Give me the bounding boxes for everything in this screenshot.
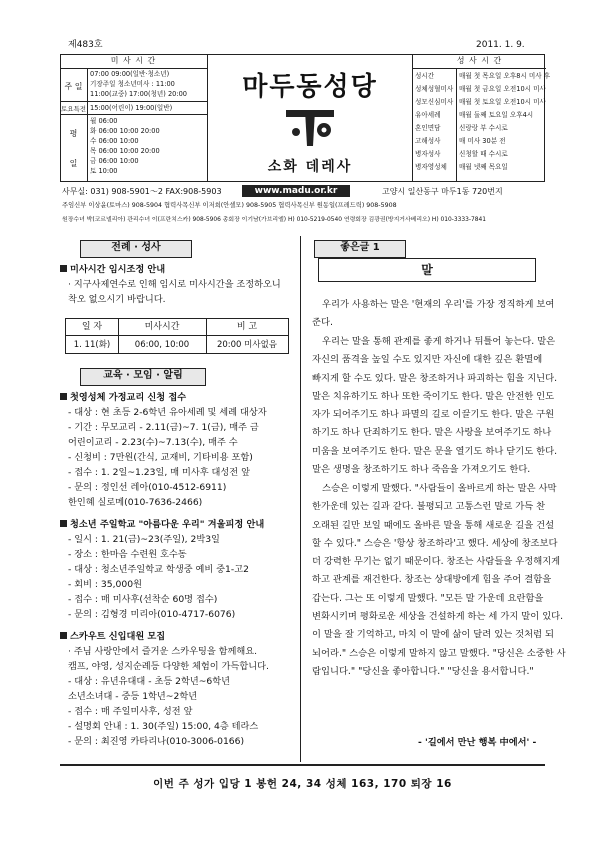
section-good-writing-header: 좋은글 1 — [314, 240, 406, 258]
notice-line: 한인혜 실로메(010-7636-2466) — [68, 497, 203, 508]
section-education-header: 교육 · 모임 · 알림 — [80, 368, 206, 386]
notice-line: - 문의 : 김형경 미리아(010-4717-6076) — [68, 609, 236, 620]
sacrament-row: 유아세례 매월 둘째 토요일 오후4시 — [415, 111, 534, 119]
saturday-line: 15:00(어린이) 19:00(일반) — [90, 104, 173, 112]
mass-change-table — [65, 318, 289, 354]
sacrament-row: 병자성사 신청할 때 수시로 — [415, 150, 508, 158]
notice-line: - 신청비 : 7만원(간식, 교재비, 기타비용 포함) — [68, 452, 253, 463]
notice-title: 미사시간 임시조정 안내 — [60, 264, 165, 275]
notice-line: - 대상 : 청소년주일학교 학생중 예비 중1-고2 — [68, 564, 249, 575]
notice-line: - 장소 : 한마음 수련원 호수동 — [68, 549, 187, 560]
notice-line: - 대상 : 현 초등 2-6학년 유아세례 및 세례 대상자 — [68, 407, 267, 418]
weekday-line: 금 06:00 10:00 — [90, 157, 139, 165]
essay-paragraph: 스승은 이렇게 말했다. "사람들이 올바르게 하는 말은 사막 한가운데 있는 길과 같다. 불평되고 고통스런 말로 가득 찬 오래된 길만 보일 때에도 올바른 말을 통해 새로운 길을 건설 할 수 있다." 스승은 '항상 창조하라'고 했다. 세상에 창조보다 더 강력한 무기는 없기 때문이다. 창조는 사람들을 우정해지게 하고 관계를 재건한다. 창조는 상대방에게 힘을 주어 결함을 갑는다. 그는 또 이렇게 말했다. "모든 말 가운데 요란함을 변화시키며 평화로운 세상을 건설하게 하는 세 가지 말이 있다. 이 말을 잘 기억하고, 마치 이 말에 삶이 달려 있는 것처럼 되 뇌어라." 스승은 이렇게 말하지 않고 말했다. "당신은 소중한 사 람입니다." "당신을 좋아합니다." "당신을 용서합니다." — [312, 483, 566, 677]
essay-source: - '길에서 만난 행복 中에서' - — [418, 737, 537, 748]
sacrament-row: 성모신심미사 매월 첫 토요일 오전10시 미사 — [415, 98, 546, 106]
notice-line: · 주님 사랑안에서 즐거운 스카우팅을 함께해요. — [68, 646, 258, 657]
notice-line: - 기간 : 무모교리 - 2.11(금)~7. 1(금), 매주 금 — [68, 422, 259, 433]
sunday-line: 07:00 09:00(일반·청소년) — [90, 70, 170, 78]
essay-paragraph: 우리가 사용하는 말은 '현재의 우리'를 가장 정직하게 보여 준다. — [312, 299, 555, 329]
cross-logo-icon — [280, 100, 340, 148]
staff-line: 원장수녀 박(코르넬리아) 관리수녀 이(프란치스카) 908-5906 총회장 이기남(가브리엘) H) 010-5219-0540 연령회장 김광권(방지거사베리오) H) 010-3333-7841 — [62, 217, 486, 223]
issue-date: 2011. 1. 9. — [476, 40, 525, 50]
notice-line: - 대상 : 유년유대대 - 초등 2학년~6학년 — [68, 676, 231, 687]
weekday-line: 토 10:00 — [90, 167, 118, 175]
church-subtitle: 소화 데레사 — [267, 159, 353, 175]
notice-line: - 접수 : 1. 2일~1.23일, 매 미사후 대성전 앞 — [68, 467, 250, 478]
sunday-line: 11:00(교중) 17:00(청년) 20:00 — [90, 90, 187, 98]
notice-line: - 문의 : 정인선 레아(010-4512-6911) — [68, 482, 227, 493]
table-header: 미사시간 — [144, 322, 180, 332]
church-masthead — [208, 58, 412, 182]
weekday-label: 일 — [69, 159, 78, 168]
table-header: 일 자 — [81, 322, 103, 332]
sacrament-row: 성시간 매월 첫 목요일 오후8시 미사 후 — [415, 72, 551, 80]
notice-line: 소년소녀대 - 중등 1학년~2학년 — [68, 691, 198, 702]
weekday-label: 평 — [69, 129, 78, 138]
office-phone: 사무실: 031) 908-5901～2 FAX:908-5903 — [62, 187, 222, 196]
column-divider — [300, 236, 301, 762]
sunday-label: 주 일 — [64, 82, 83, 91]
notice-line: 캠프, 야영, 성지순례등 다양한 체험이 가득합니다. — [68, 661, 269, 672]
church-address: 고양시 일산동구 마두1동 720번지 — [382, 187, 503, 196]
essay-title: 말 — [318, 258, 536, 282]
weekday-line: 월 06:00 — [90, 117, 118, 125]
notice-title: 청소년 주일학교 "아름다운 우리" 겨울피정 안내 — [60, 519, 264, 530]
notice-line: - 일시 : 1. 21(금)~23(주일), 2박3일 — [68, 534, 220, 545]
sacraments-box — [412, 54, 551, 182]
staff-line: 주임신부 이상윤(토마스) 908-5904 협력사목신부 이저희(안셀모) 908-5905 협력사목신부 원동일(프레드릭) 908-5908 — [62, 202, 397, 209]
square-bullet-icon — [60, 632, 67, 639]
notice-title: 첫영성체 가정교리 신청 접수 — [60, 392, 186, 403]
notice-line: · 지구사제연수로 인해 임시로 미사시간을 조정하오니 — [68, 279, 281, 290]
weekday-line: 화 06:00 10:00 20:00 — [90, 127, 160, 135]
notice-line: - 회비 : 35,000원 — [68, 579, 142, 590]
square-bullet-icon — [60, 265, 67, 272]
footer-rule — [60, 764, 545, 766]
essay-paragraph: 우리는 말을 통해 관계를 좋게 하거나 뒤틀어 놓는다. 말은 자신의 품격을 높일 수도 있지만 자신에 대한 깊은 환멸에 빠지게 할 수도 있다. 말은 창조하거나 파괴하는 힘을 지닌다. 말은 치유하기도 하나 또한 죽이기도 한다. 말은 안전한 인도 자가 되어주기도 하나 파멸의 길로 이끌기도 한다. 말은 구원 하기도 하나 단죄하기도 한다. 말은 사랑을 보여주기도 하나 미움을 보여주기도 한다. 말은 문을 열기도 하나 닫기도 한다. 말은 생명을 창조하기도 하나 죽음을 가져오기도 한다. — [312, 336, 558, 476]
mass-times-header: 미 사 시 간 — [110, 56, 157, 65]
sacrament-row: 혼인면담 신랑랑 부 수시로 — [415, 124, 508, 132]
notice-line: - 문의 : 최진영 카타리나(010-3006-0166) — [68, 736, 245, 747]
square-bullet-icon — [60, 393, 67, 400]
hymn-numbers: 이번 주 성가 입당 1 봉헌 24, 34 성체 163, 170 퇴장 16 — [153, 778, 452, 790]
weekday-line: 목 06:00 10:00 20:00 — [90, 147, 160, 155]
church-title: 마두동성당 — [242, 72, 378, 102]
sacrament-row: 고해성사 매 미사 30분 전 — [415, 137, 506, 145]
section-liturgy-header: 전례 · 성사 — [80, 240, 192, 258]
sunday-line: 기장주일 청소년미사 : 11:00 — [90, 80, 175, 88]
saturday-label: 토요특전 — [60, 105, 87, 113]
notice-line: 어린이교리 - 2.23(수)~7.13(수), 매주 수 — [68, 437, 238, 448]
issue-number: 제483호 — [68, 40, 103, 50]
notice-line: - 설명회 안내 : 1. 30(주일) 15:00, 4층 테라스 — [68, 721, 259, 732]
notice-line: 착오 없으시기 바랍니다. — [68, 294, 166, 305]
table-cell: 1. 11(화) — [73, 340, 111, 350]
mass-times-box — [60, 54, 208, 182]
square-bullet-icon — [60, 520, 67, 527]
notice-line: - 접수 : 매 미사후(선착순 60명 접수) — [68, 594, 218, 605]
table-header: 비 고 — [236, 322, 258, 332]
weekday-line: 수 06:00 10:00 — [90, 137, 139, 145]
sacrament-row: 병자영성체 매월 넷째 목요일 — [415, 163, 508, 171]
sacraments-header: 성 사 시 간 — [456, 56, 503, 65]
notice-title: 스카우트 신입대원 모집 — [60, 631, 165, 642]
table-cell: 20:00 미사없음 — [216, 340, 278, 350]
table-cell: 06:00, 10:00 — [134, 340, 190, 350]
notice-line: - 접수 : 매 주일미사후, 성전 앞 — [68, 706, 193, 717]
website-link[interactable]: www.madu.or.kr — [242, 185, 350, 197]
sacrament-row: 성체성혈미사 매월 첫 금요일 오전10시 미사 — [415, 85, 546, 93]
